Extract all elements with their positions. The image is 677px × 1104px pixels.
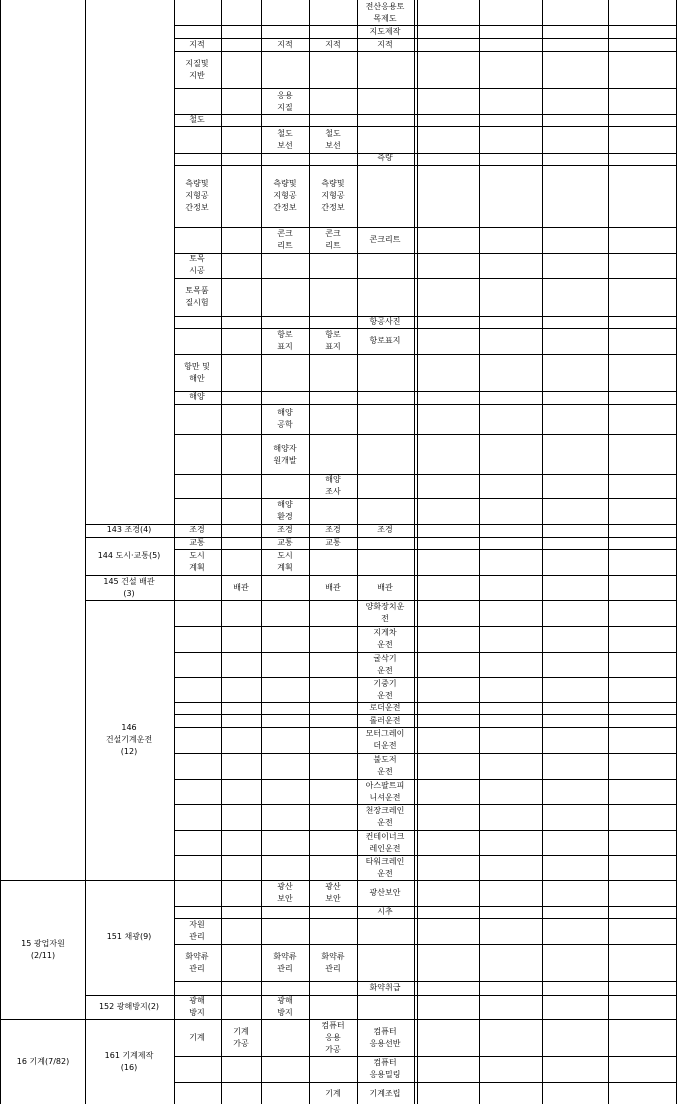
grid-line (174, 779, 677, 780)
table-cell: 해양 환경 (277, 500, 293, 521)
table-cell: 광산 보안 (325, 882, 341, 903)
table-cell: 지적 (377, 40, 393, 49)
table-cell: 교통 (189, 538, 205, 547)
grid-line (174, 677, 677, 678)
table-cell: 광해 방지 (189, 996, 205, 1017)
grid-line (174, 227, 677, 228)
table-cell: 항만 및 해안 (184, 362, 210, 383)
grid-line (174, 25, 677, 26)
table-cell: 롤러운전 (369, 716, 401, 725)
grid-line (174, 354, 677, 355)
table-cell: 항로 표지 (325, 330, 341, 351)
table-cell: 145 건설 배관 (3) (103, 577, 155, 598)
table-cell: 143 조경(4) (106, 525, 152, 534)
table-cell: 지도제작 (369, 27, 401, 36)
table-cell: 광해 방지 (277, 996, 293, 1017)
grid-line (0, 0, 1, 1104)
table-cell: 시추 (377, 907, 393, 916)
table-cell: 교통 (325, 538, 341, 547)
table-cell: 컴퓨터 응용밀링 (369, 1058, 401, 1079)
table-cell: 화약류 관리 (185, 952, 209, 973)
table-cell: 151 채광(9) (106, 932, 152, 941)
table-cell: 콘크 리트 (277, 229, 293, 250)
grid-line (174, 1056, 677, 1057)
table-cell: 콘크리트 (369, 235, 401, 244)
grid-line (174, 474, 677, 475)
table-cell: 기계 (325, 1089, 341, 1098)
table-cell: 도시 계획 (277, 551, 293, 572)
table-cell: 지질및 지반 (185, 59, 209, 80)
table-cell: 해양자 원개발 (273, 444, 297, 465)
grid-line (174, 714, 677, 715)
table-cell: 광산보안 (369, 888, 401, 897)
table-cell: 토목 시공 (189, 254, 205, 275)
grid-line (85, 0, 86, 1104)
grid-line (174, 944, 677, 945)
grid-line (174, 981, 677, 982)
table-cell: 불도저 운전 (373, 755, 397, 776)
table-cell: 화약류 관리 (321, 952, 345, 973)
grid-line (174, 38, 677, 39)
table-cell: 타워크레인 운전 (365, 857, 405, 878)
grid-line (174, 652, 677, 653)
table-cell: 응용 지질 (277, 91, 293, 112)
table-cell: 144 도시·교통(5) (97, 551, 161, 560)
table-cell: 지적 (189, 40, 205, 49)
table-cell: 아스팔트피 니셔운전 (365, 781, 405, 802)
table-cell: 기계 (189, 1033, 205, 1042)
table-cell: 도시 계획 (189, 551, 205, 572)
table-cell: 양화장치운 전 (365, 602, 405, 623)
table-cell: 146 건설기계운전 (12) (105, 723, 153, 756)
grid-line (174, 918, 677, 919)
table-cell: 화약류 관리 (273, 952, 297, 973)
grid-line (174, 855, 677, 856)
table-cell: 철도 보선 (325, 129, 341, 150)
table-cell: 16 기계(7/82) (16, 1057, 70, 1066)
table-cell: 교통 (277, 538, 293, 547)
grid-line (174, 165, 677, 166)
table-cell: 측량 (377, 153, 393, 162)
grid-line (174, 328, 677, 329)
grid-line (174, 114, 677, 115)
grid-line (174, 88, 677, 89)
grid-line (85, 575, 677, 576)
grid-line (174, 727, 677, 728)
grid-line (174, 804, 677, 805)
grid-line (174, 316, 677, 317)
table-cell: 자원 관리 (189, 920, 205, 941)
table-cell: 해양 공학 (277, 408, 293, 429)
table-cell: 항로 표지 (277, 330, 293, 351)
table-cell: 로더운전 (369, 703, 401, 712)
table-cell: 모터그레이 더운전 (365, 729, 405, 750)
grid-line (174, 404, 677, 405)
table-cell: 조경 (189, 525, 205, 534)
table-cell: 배관 (233, 583, 249, 592)
table-cell: 기계 가공 (233, 1027, 249, 1048)
table-cell: 측량및 지형공 간정보 (185, 179, 209, 212)
table-cell: 측량및 지형공 간정보 (273, 179, 297, 212)
table-cell: 기계조립 (369, 1089, 401, 1098)
grid-line (174, 253, 677, 254)
grid-line (174, 626, 677, 627)
table-cell: 지적 (325, 40, 341, 49)
grid-line (174, 830, 677, 831)
grid-line (174, 753, 677, 754)
table-cell: 컴퓨터 응용 가공 (321, 1021, 345, 1054)
table-cell: 토목품 질시험 (185, 286, 209, 307)
grid-line (174, 391, 677, 392)
table-cell: 측량및 지형공 간정보 (321, 179, 345, 212)
table-cell: 콘크 리트 (325, 229, 341, 250)
grid-line (174, 702, 677, 703)
grid-line (174, 51, 677, 52)
table-cell: 컨테이너크 레인운전 (365, 832, 405, 853)
table-cell: 161 기계제작 (16) (104, 1051, 154, 1072)
grid-line (174, 906, 677, 907)
table-cell: 152 광해방지(2) (98, 1002, 160, 1011)
grid-line (174, 153, 677, 154)
table-cell: 철도 보선 (277, 129, 293, 150)
table-cell: 컴퓨터 응용선반 (369, 1027, 401, 1048)
table-cell: 전산응용토 목제도 (365, 2, 405, 23)
grid-line (174, 498, 677, 499)
table-cell: 조경 (325, 525, 341, 534)
table-cell: 기중기 운전 (373, 679, 397, 700)
grid-line (174, 434, 677, 435)
table-cell: 천장크레인 운전 (365, 806, 405, 827)
table-cell: 15 광업자원 (2/11) (21, 939, 65, 960)
grid-line (174, 278, 677, 279)
table-cell: 지적 (277, 40, 293, 49)
table-cell: 배관 (377, 583, 393, 592)
grid-line (174, 1082, 677, 1083)
table-cell: 조경 (377, 525, 393, 534)
table-cell: 해양 (189, 392, 205, 401)
grid-line (85, 537, 677, 538)
table-cell: 지게차 운전 (373, 628, 397, 649)
grid-line (174, 549, 677, 550)
table-cell: 해양 조사 (325, 475, 341, 496)
table-cell: 조경 (277, 525, 293, 534)
table-cell: 배관 (325, 583, 341, 592)
table-cell: 항공사진 (369, 317, 401, 326)
table-cell: 광산 보안 (277, 882, 293, 903)
table-cell: 굴삭기 운전 (373, 654, 397, 675)
table-cell: 항로표지 (369, 336, 401, 345)
table-cell: 화약취급 (369, 983, 401, 992)
table-cell: 철도 (189, 115, 205, 124)
grid-line (174, 126, 677, 127)
grid-line (85, 995, 677, 996)
